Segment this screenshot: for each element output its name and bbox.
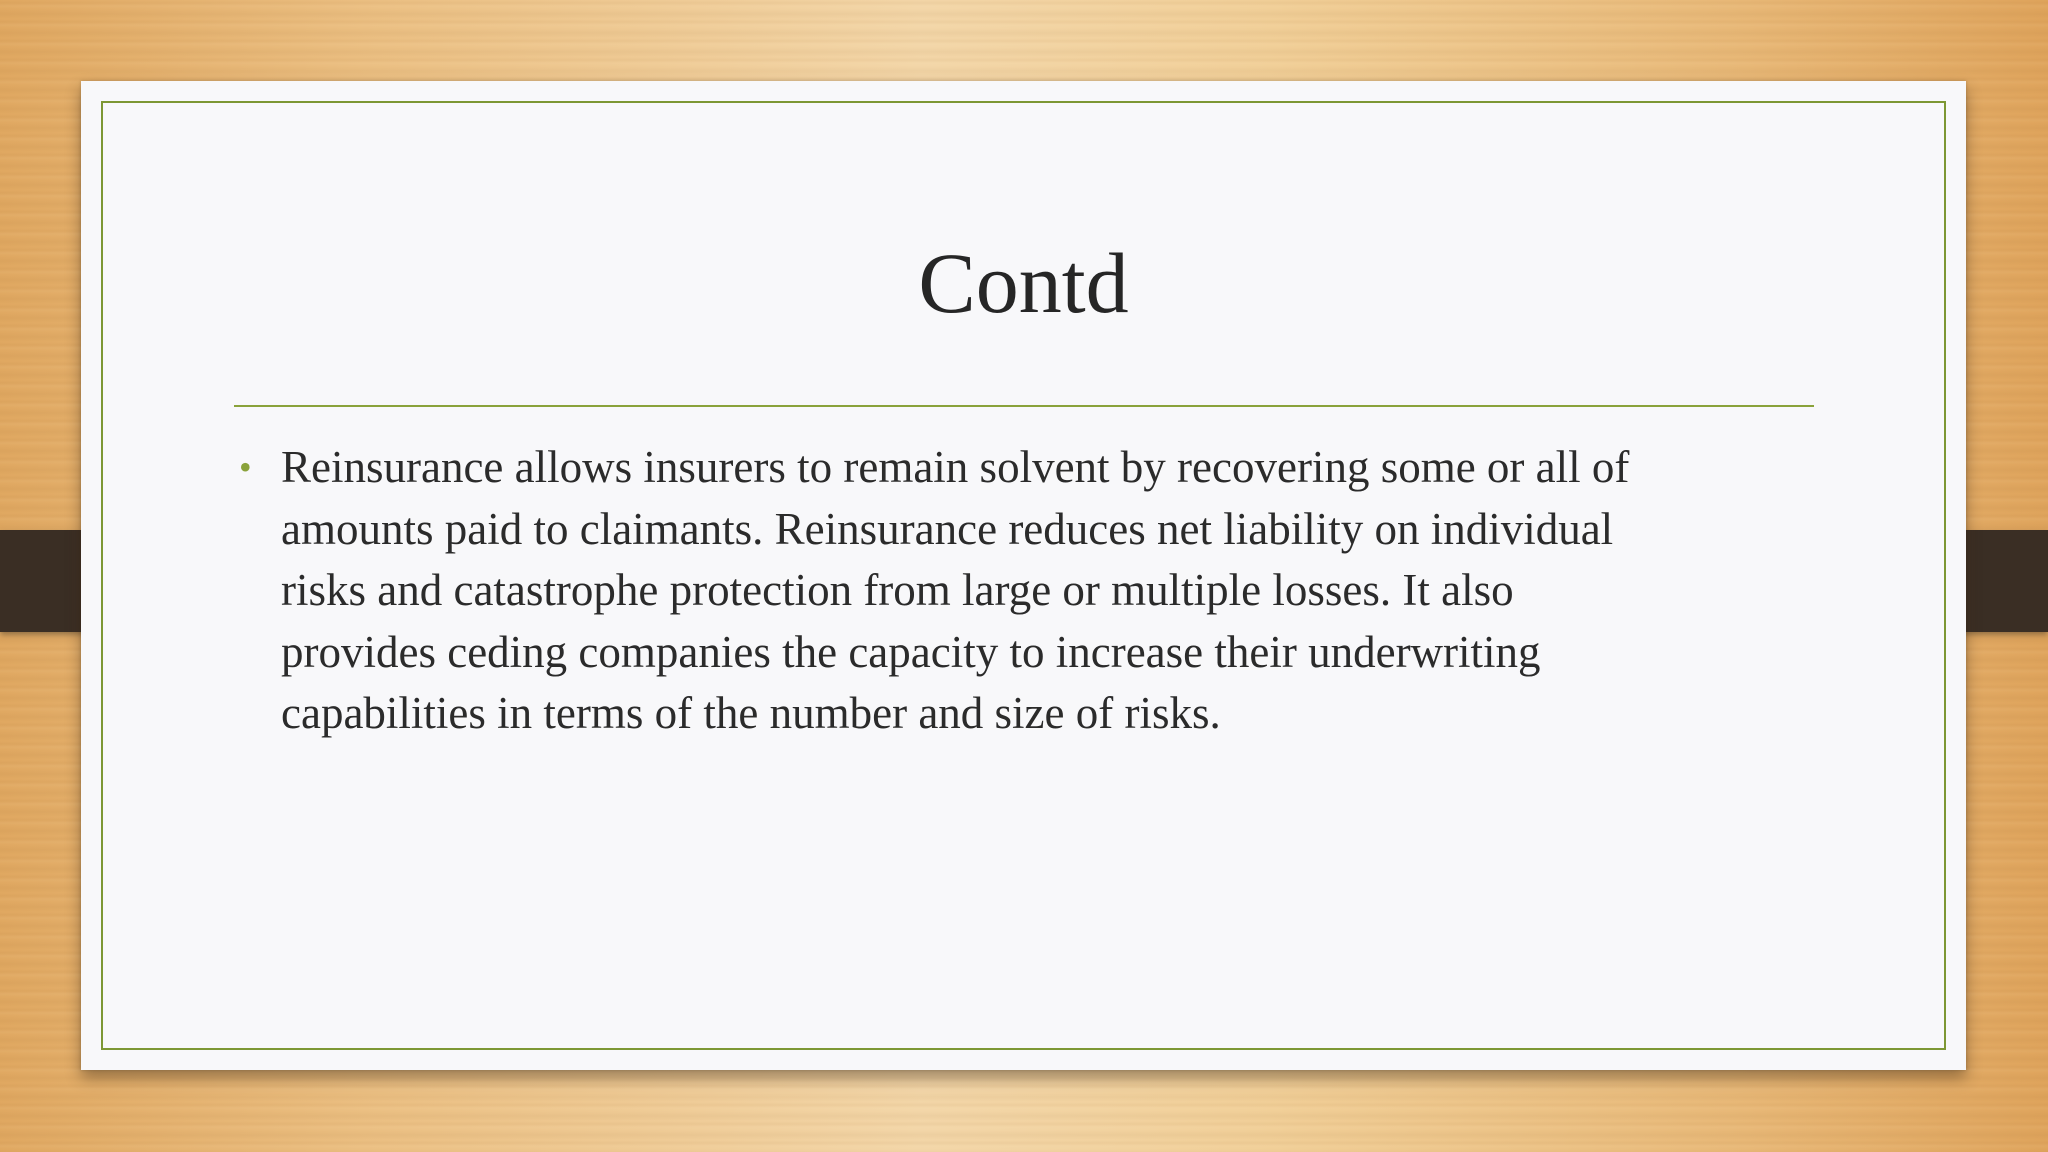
bullet-text-line: capabilities in terms of the number and size of risks. xyxy=(281,688,1221,738)
bullet-text-line: Reinsurance allows insurers to remain solvent by recovering some or all of xyxy=(281,442,1630,492)
bullet-list xyxy=(236,437,1836,745)
bullet-text-line: amounts paid to claimants. Reinsurance reduces net liability on individual xyxy=(281,503,1614,554)
bullet-dot-icon: • xyxy=(239,447,252,487)
slide xyxy=(81,81,1966,1070)
bullet-item xyxy=(236,437,1836,745)
bullet-text-line: risks and catastrophe protection from large or multiple losses. It also xyxy=(281,565,1514,615)
title-divider xyxy=(234,405,1814,407)
slide-title: Contd xyxy=(918,235,1129,331)
bullet-text-line: provides ceding companies the capacity to increase their underwriting xyxy=(281,626,1541,677)
